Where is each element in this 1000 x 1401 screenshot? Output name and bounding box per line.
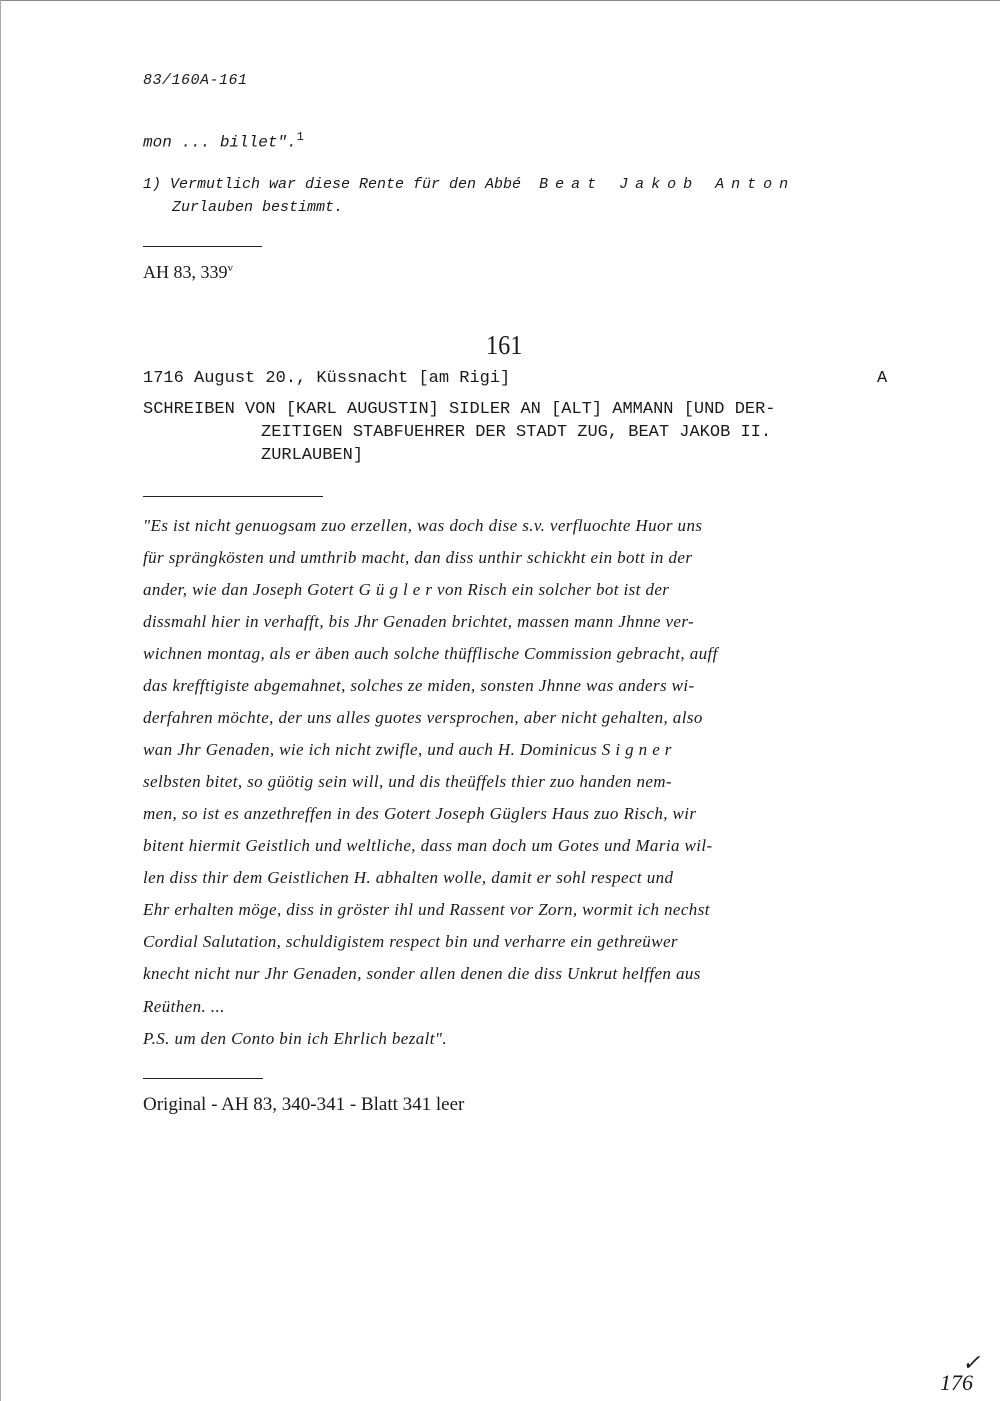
- separator-rule-1: [143, 246, 262, 247]
- footnote-continuation: [143, 130, 304, 151]
- previous-source-text: AH 83, 339: [143, 262, 228, 282]
- body-line: Reüthen. ...: [143, 997, 225, 1016]
- footnote-1-line-2: Zurlauben bestimmt.: [172, 199, 344, 216]
- body-line: men, so ist es anzethreffen in des Gotert Joseph Güglers Haus zuo Risch, wir: [143, 804, 697, 823]
- body-line: wan Jhr Genaden, wie ich nicht zwifle, und auch H. Dominicus S i g n e r: [143, 740, 672, 759]
- footnote-continuation-text: mon ... billet".: [143, 133, 297, 152]
- body-line: bitent hiermit Geistlich und weltliche, dass man doch um Gotes und Maria wil-: [143, 836, 713, 855]
- body-line: das krefftigiste abgemahnet, solches ze miden, sonsten Jhnne was anders wi-: [143, 676, 695, 695]
- footnote-1-name: Beat Jakob Anton: [539, 176, 796, 193]
- body-line: für sprängkösten und umthrib macht, dan diss unthir schickht ein bott in der: [143, 548, 693, 567]
- previous-source-label: [143, 262, 233, 283]
- previous-source-sup: v: [227, 262, 233, 274]
- document-title-line: SCHREIBEN VON [KARL AUGUSTIN] SIDLER AN [ALT] AMMANN [UND DER-: [143, 400, 776, 419]
- body-line: selbsten bitet, so güötig sein will, und dis theüffels thier zuo handen nem-: [143, 772, 673, 791]
- body-line: wichnen montag, als er äben auch solche thüfflische Commission gebracht, auff: [143, 644, 718, 663]
- body-line: Ehr erhalten möge, diss in gröster ihl und Rassent vor Zorn, wormit ich nechst: [143, 900, 710, 919]
- body-line: P.S. um den Conto bin ich Ehrlich bezalt".: [143, 1029, 448, 1048]
- separator-rule-2: [143, 496, 323, 497]
- document-number: 161: [486, 330, 523, 360]
- page-reference: 83/160A-161: [143, 72, 248, 89]
- folio-number: 176: [940, 1370, 973, 1395]
- body-line: dissmahl hier in verhafft, bis Jhr Genaden brichtet, massen mann Jhnne ver-: [143, 612, 695, 631]
- document-flag: A: [877, 369, 888, 388]
- page-edge-top: [0, 0, 1000, 1]
- check-mark-icon: ✓: [962, 1350, 981, 1375]
- body-line: ander, wie dan Joseph Gotert G ü g l e r von Risch ein solcher bot ist der: [143, 580, 670, 599]
- body-line: Cordial Salutation, schuldigistem respect bin und verharre ein gethreüwer: [143, 932, 678, 951]
- footnote-marker: 1: [296, 130, 304, 144]
- page-edge-left: [0, 0, 1, 1401]
- document-title-line: ZEITIGEN STABFUEHRER DER STADT ZUG, BEAT JAKOB II.: [261, 423, 772, 442]
- body-line: "Es ist nicht genuogsam zuo erzellen, was doch dise s.v. verfluochte Huor uns: [143, 516, 703, 535]
- original-source-line: Original - AH 83, 340-341 - Blatt 341 leer: [143, 1094, 465, 1115]
- body-line: knecht nicht nur Jhr Genaden, sonder allen denen die diss Unkrut helffen aus: [143, 964, 701, 983]
- footnote-1-text: 1) Vermutlich war diese Rente für den Abbé: [143, 176, 522, 193]
- document-dateline: 1716 August 20., Küssnacht [am Rigi]: [143, 369, 511, 388]
- body-line: len diss thir dem Geistlichen H. abhalten wolle, damit er sohl respect und: [143, 868, 674, 887]
- footnote-1-line-1: [143, 176, 795, 193]
- document-title-line: ZURLAUBEN]: [261, 446, 364, 465]
- separator-rule-3: [143, 1078, 263, 1079]
- body-line: derfahren möchte, der uns alles guotes versprochen, aber nicht gehalten, also: [143, 708, 703, 727]
